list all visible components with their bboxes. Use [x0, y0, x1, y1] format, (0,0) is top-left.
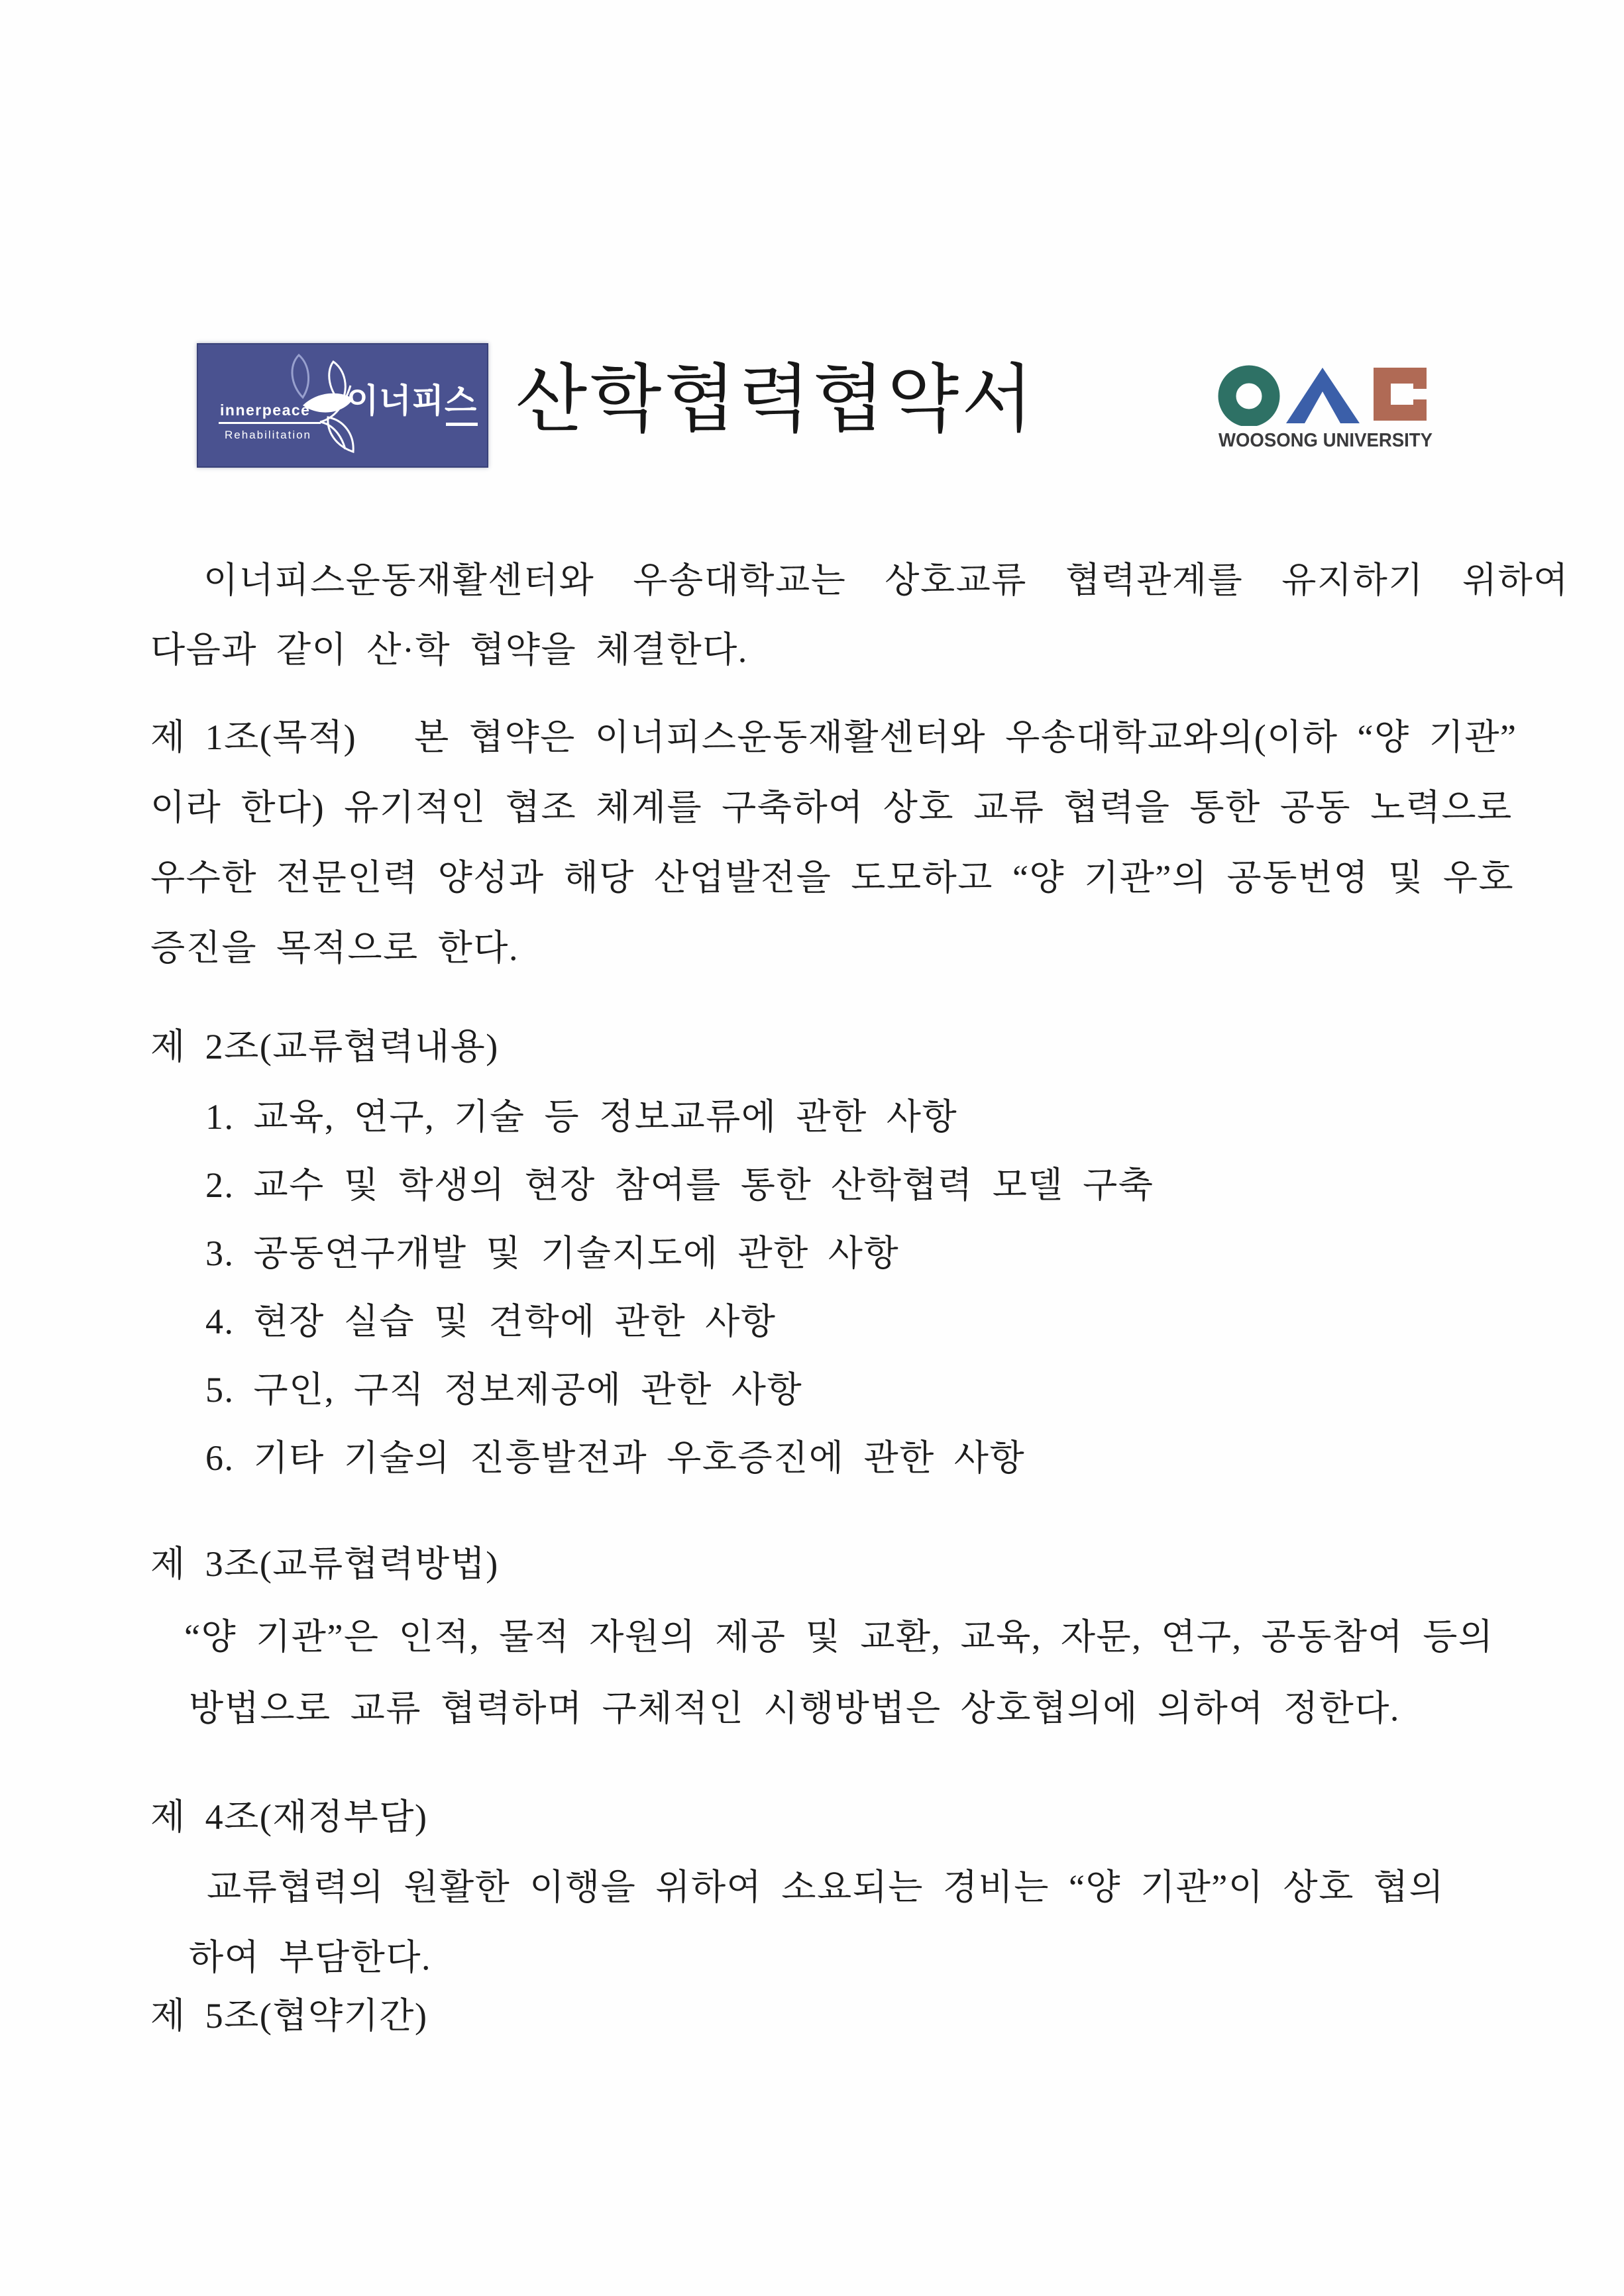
article2-heading: 제 2조(교류협력내용): [150, 1027, 499, 1067]
article1-line-2: 이라 한다) 유기적인 협조 체계를 구축하여 상호 교류 협력을 통한 공동 노력으로: [150, 788, 1513, 827]
innerpeace-logo: [197, 343, 488, 468]
article2-item-2: 2. 교수 및 학생의 현장 참여를 통한 산학협력 모델 구축: [205, 1165, 1154, 1205]
article2-item-6: 6. 기타 기술의 진흥발전과 우호증진에 관한 사항: [205, 1438, 1026, 1478]
intro-line-2: 다음과 같이 산·학 협약을 체결한다.: [150, 630, 748, 670]
innerpeace-underline: [219, 422, 321, 424]
innerpeace-brand-en: innerpeace: [220, 401, 311, 419]
article2-item-3: 3. 공동연구개발 및 기술지도에 관한 사항: [205, 1233, 900, 1273]
article3-line-1: “양 기관”은 인적, 물적 자원의 제공 및 교환, 교육, 자문, 연구, 공동참여 등의: [184, 1617, 1494, 1657]
article4-heading: 제 4조(재정부담): [150, 1797, 428, 1837]
woosong-logo-text: WOOSONG UNIVERSITY: [1218, 430, 1433, 451]
page-title: 산 학 협 력 협 약 서: [515, 359, 1034, 441]
article3-heading: 제 3조(교류협력방법): [150, 1544, 499, 1584]
article4-line-1: 교류협력의 원활한 이행을 위하여 소요되는 경비는 “양 기관”이 상호 협의: [207, 1867, 1445, 1907]
article3-line-2: 방법으로 교류 협력하며 구체적인 시행방법은 상호협의에 의하여 정한다.: [189, 1689, 1400, 1728]
intro-line-1: 이너피스운동재활센터와 우송대학교는 상호교류 협력관계를 유지하기 위하여: [203, 560, 1569, 600]
innerpeace-ko-underline: [446, 423, 478, 426]
woosong-logo: [1218, 365, 1436, 464]
article5-heading: 제 5조(협약기간): [150, 1996, 428, 2036]
article2-item-5: 5. 구인, 구직 정보제공에 관한 사항: [205, 1370, 803, 1410]
article2-item-4: 4. 현장 실습 및 견학에 관한 사항: [205, 1302, 777, 1341]
article2-item-1: 1. 교육, 연구, 기술 등 정보교류에 관한 사항: [205, 1097, 958, 1137]
article1-line-4: 증진을 목적으로 한다.: [150, 928, 519, 968]
article1-line-3: 우수한 전문인력 양성과 해당 산업발전을 도모하고 “양 기관”의 공동번영 및 우호: [150, 858, 1515, 898]
article1-line-1: 제 1조(목적) 본 협약은 이너피스운동재활센터와 우송대학교와의(이하 “양 기관”: [150, 717, 1517, 757]
innerpeace-brand-sub: Rehabilitation: [225, 429, 312, 441]
innerpeace-brand-ko: 이너피스: [347, 382, 478, 419]
woosong-symbol-icon: [1218, 365, 1430, 426]
article4-line-2: 하여 부담한다.: [189, 1938, 431, 1977]
